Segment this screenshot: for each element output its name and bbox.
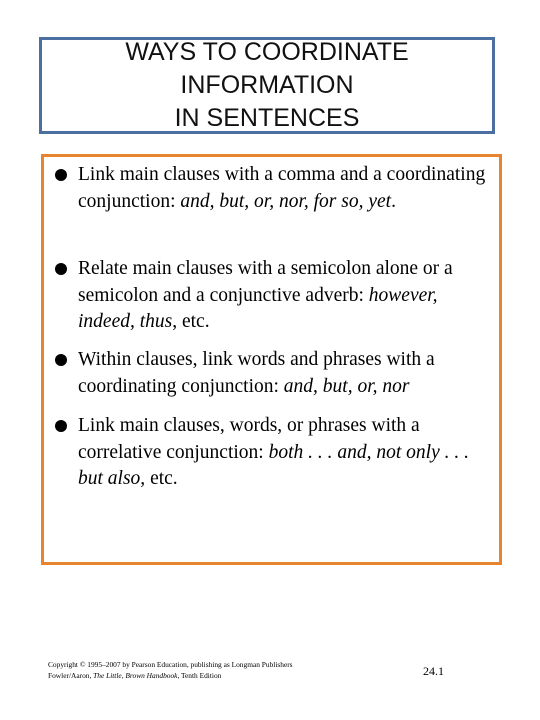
bullet-text-italic: and, but, or, nor, for so, yet [180,190,392,212]
bullet-text [78,256,496,336]
bullet-text-italic: and, but, or, nor [283,375,410,397]
bullet-text-plain-end: etc. [145,468,178,489]
copyright-notice [48,660,368,681]
bullet-text-plain-end: . [391,190,396,212]
bullet-text-plain: Relate main clauses with a semicolon alone or a semicolon and a conjunctive adverb: [78,258,453,306]
slide-title-box [39,37,495,134]
bullet-dot-icon [55,354,67,366]
bullet-text-plain: Within clauses, link words and phrases with a coordinating conjunction: [78,349,435,397]
slide-title-line-1: WAYS TO COORDINATE [125,38,409,66]
bullet-text-plain: Link main clauses with a comma and a coordinating conjunction: [78,164,486,212]
copyright-book-title: The Little, Brown Handbook [93,670,178,680]
bullet-dot-icon [55,169,67,181]
bullet-dot-icon [55,263,67,275]
bullet-text-italic: however, indeed, thus [78,284,438,332]
copyright-authors: Fowler/Aaron, [48,670,94,680]
slide-title-line-2: INFORMATION [180,71,354,99]
copyright-line-2 [48,671,368,682]
bullet-text-plain-end: , etc. [172,311,210,332]
bullet-text [78,413,496,493]
copyright-edition: , Tenth Edition [177,670,222,680]
page-number: 24.1 [423,664,444,678]
bullet-text-italic: both . . . and, not only . . . but also, [78,441,470,489]
copyright-line-1: Copyright © 1995–2007 by Pearson Education, publishing as Longman Publishers [48,660,293,669]
bullet-content-box [41,154,502,565]
slide-title-line-3: IN SENTENCES [174,104,360,132]
bullet-text-plain: Link main clauses, words, or phrases with a correlative conjunction: [78,415,420,463]
bullet-text [78,162,496,215]
bullet-text [78,347,496,400]
bullet-dot-icon [55,420,67,432]
